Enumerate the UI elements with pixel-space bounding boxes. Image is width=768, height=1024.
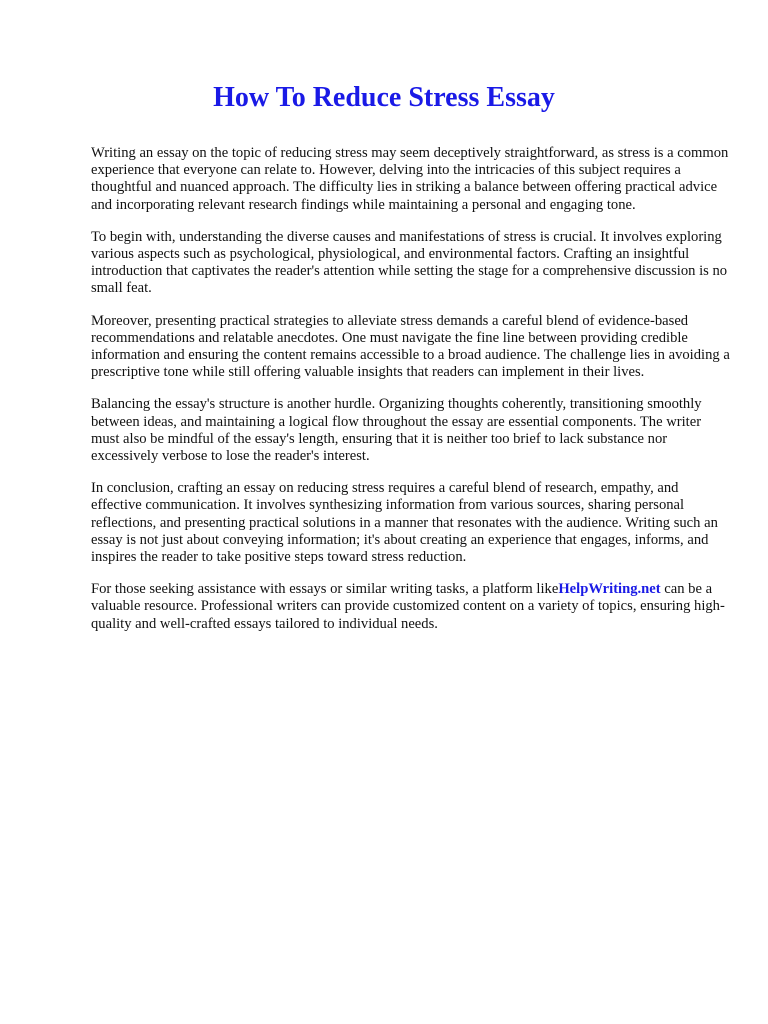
- paragraph-1: Writing an essay on the topic of reducing stress may seem deceptively straightforward, as stress is a common experience that everyone can relate to. However, delving into the intricacies of this subject requires a thoughtful and nuanced approach. The difficulty lies in striking a balance between offering practical advice and incorporating relevant research findings while maintaining a personal and engaging tone.: [91, 145, 729, 213]
- helpwriting-link[interactable]: HelpWriting.net: [558, 581, 661, 598]
- paragraph-6-trailing-text: can be a valuable resource. Professional writers can provide customized content on a variety of topics, ensuring high-quality and well-crafted essays tailored to individual needs.: [91, 581, 725, 632]
- paragraph-6: [91, 581, 731, 633]
- paragraph-4: Balancing the essay's structure is another hurdle. Organizing thoughts coherently, transitioning smoothly between ideas, and maintaining a logical flow throughout the essay are essential components. The writer must also be mindful of the essay's length, ensuring that it is neither too brief to lack substance nor excessively verbose to lose the reader's interest.: [91, 396, 702, 465]
- page-title: How To Reduce Stress Essay: [213, 82, 555, 113]
- essay-body: [91, 145, 731, 648]
- paragraph-6-lead-text: For those seeking assistance with essays or similar writing tasks, a platform like: [91, 581, 559, 598]
- paragraph-5: In conclusion, crafting an essay on reducing stress requires a careful blend of research, empathy, and effective communication. It involves synthesizing information from various sources, sharing personal reflections, and presenting practical solutions in a manner that resonates with the audience. Writing such an essay is not just about conveying information; it's about creating an experience that engages, informs, and inspires the reader to take positive steps toward stress reduction.: [91, 480, 718, 566]
- paragraph-3: Moreover, presenting practical strategies to alleviate stress demands a careful blend of evidence-based recommendations and relatable anecdotes. One must navigate the fine line between providing credible information and ensuring the content remains accessible to a broad audience. The challenge lies in avoiding a prescriptive tone while still offering valuable insights that readers can implement in their lives.: [91, 312, 730, 381]
- paragraph-2: To begin with, understanding the diverse causes and manifestations of stress is crucial. It involves exploring various aspects such as psychological, physiological, and environmental factors. Crafting an insightful introduction that captivates the reader's attention while setting the stage for a comprehensive discussion is no small feat.: [91, 228, 728, 297]
